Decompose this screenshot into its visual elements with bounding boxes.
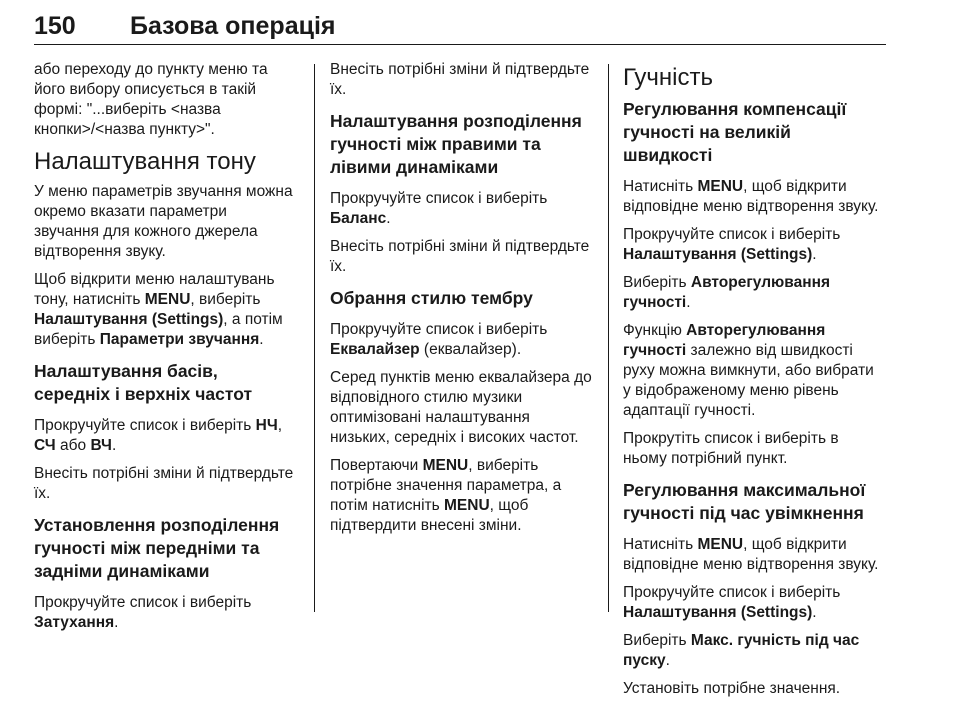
paragraph-bass-2: Внесіть потрібні зміни й підтвердьте їх. — [34, 465, 294, 502]
paragraph-speed-3: Виберіть Авторегулювання гучності. — [623, 274, 831, 311]
intro-paragraph: або переходу до пункту меню та його вибору описується в такій формі: "...виберіть <назва кнопки>/<назва пункту>". — [34, 61, 268, 138]
heading-fade: Установлення розподілення гучності між передніми та задніми динаміками — [34, 515, 280, 581]
paragraph-tone-1: У меню параметрів звучання можна окремо вказати параметри звучання для кожного джерела відтворення звуку. — [34, 183, 293, 260]
page-number: 150 — [34, 12, 76, 40]
page-header — [34, 6, 886, 45]
paragraph-speed-4: Функцію Авторегулювання гучності залежно від швидкості руху можна вимкнути, або вибрати у відображеному меню рівень адаптації гучності. — [623, 322, 874, 419]
heading-tone: Налаштування тону — [34, 148, 256, 175]
chapter-title: Базова операція — [130, 12, 336, 40]
heading-bass: Налаштування басів, середніх і верхніх частот — [34, 361, 253, 404]
heading-eq: Обрання стилю тембру — [330, 288, 533, 308]
column-1 — [34, 61, 296, 641]
paragraph-speed-1: Натисніть MENU, щоб відкрити відповідне меню відтворення звуку. — [623, 178, 879, 215]
paragraph-speed-2: Прокручуйте список і виберіть Налаштування (Settings). — [623, 226, 841, 263]
paragraph-tone-2: Щоб відкрити меню налаштувань тону, натисніть MENU, виберіть Налаштування (Settings), а потім виберіть Параметри звучання. — [34, 271, 283, 348]
paragraph-speed-5: Прокрутіть список і виберіть в ньому потрібний пункт. — [623, 430, 839, 467]
paragraph-eq-3: Повертаючи MENU, виберіть потрібне значення параметра, а потім натисніть MENU, щоб підтвердити внесені зміни. — [330, 457, 562, 534]
paragraph-max-3: Виберіть Макс. гучність під час пуску. — [623, 632, 860, 669]
heading-speed-volume: Регулювання компенсації гучності на великій швидкості — [623, 99, 847, 165]
column-divider-1 — [314, 64, 315, 612]
column-3 — [623, 64, 885, 707]
paragraph-max-4: Установіть потрібне значення. — [623, 680, 841, 697]
column-divider-2 — [608, 64, 609, 612]
heading-volume: Гучність — [623, 64, 713, 91]
heading-balance: Налаштування розподілення гучності між правими та лівими динаміками — [330, 111, 582, 177]
paragraph-fade-1: Прокручуйте список і виберіть Затухання. — [34, 594, 252, 631]
paragraph-eq-2: Серед пунктів меню еквалайзера до відповідного стилю музики оптимізовані налаштування низьких, середніх і високих частот. — [330, 369, 592, 446]
paragraph-balance-2: Внесіть потрібні зміни й підтвердьте їх. — [330, 238, 590, 275]
paragraph-max-1: Натисніть MENU, щоб відкрити відповідне меню відтворення звуку. — [623, 536, 879, 573]
paragraph-balance-1: Прокручуйте список і виберіть Баланс. — [330, 190, 548, 227]
paragraph-eq-1: Прокручуйте список і виберіть Еквалайзер (еквалайзер). — [330, 321, 548, 358]
column-2 — [330, 61, 592, 544]
paragraph-bass-1: Прокручуйте список і виберіть НЧ, СЧ або ВЧ. — [34, 417, 283, 454]
paragraph-top: Внесіть потрібні зміни й підтвердьте їх. — [330, 61, 590, 98]
heading-max-volume: Регулювання максимальної гучності під час увімкнення — [623, 480, 866, 523]
paragraph-max-2: Прокручуйте список і виберіть Налаштування (Settings). — [623, 584, 841, 621]
